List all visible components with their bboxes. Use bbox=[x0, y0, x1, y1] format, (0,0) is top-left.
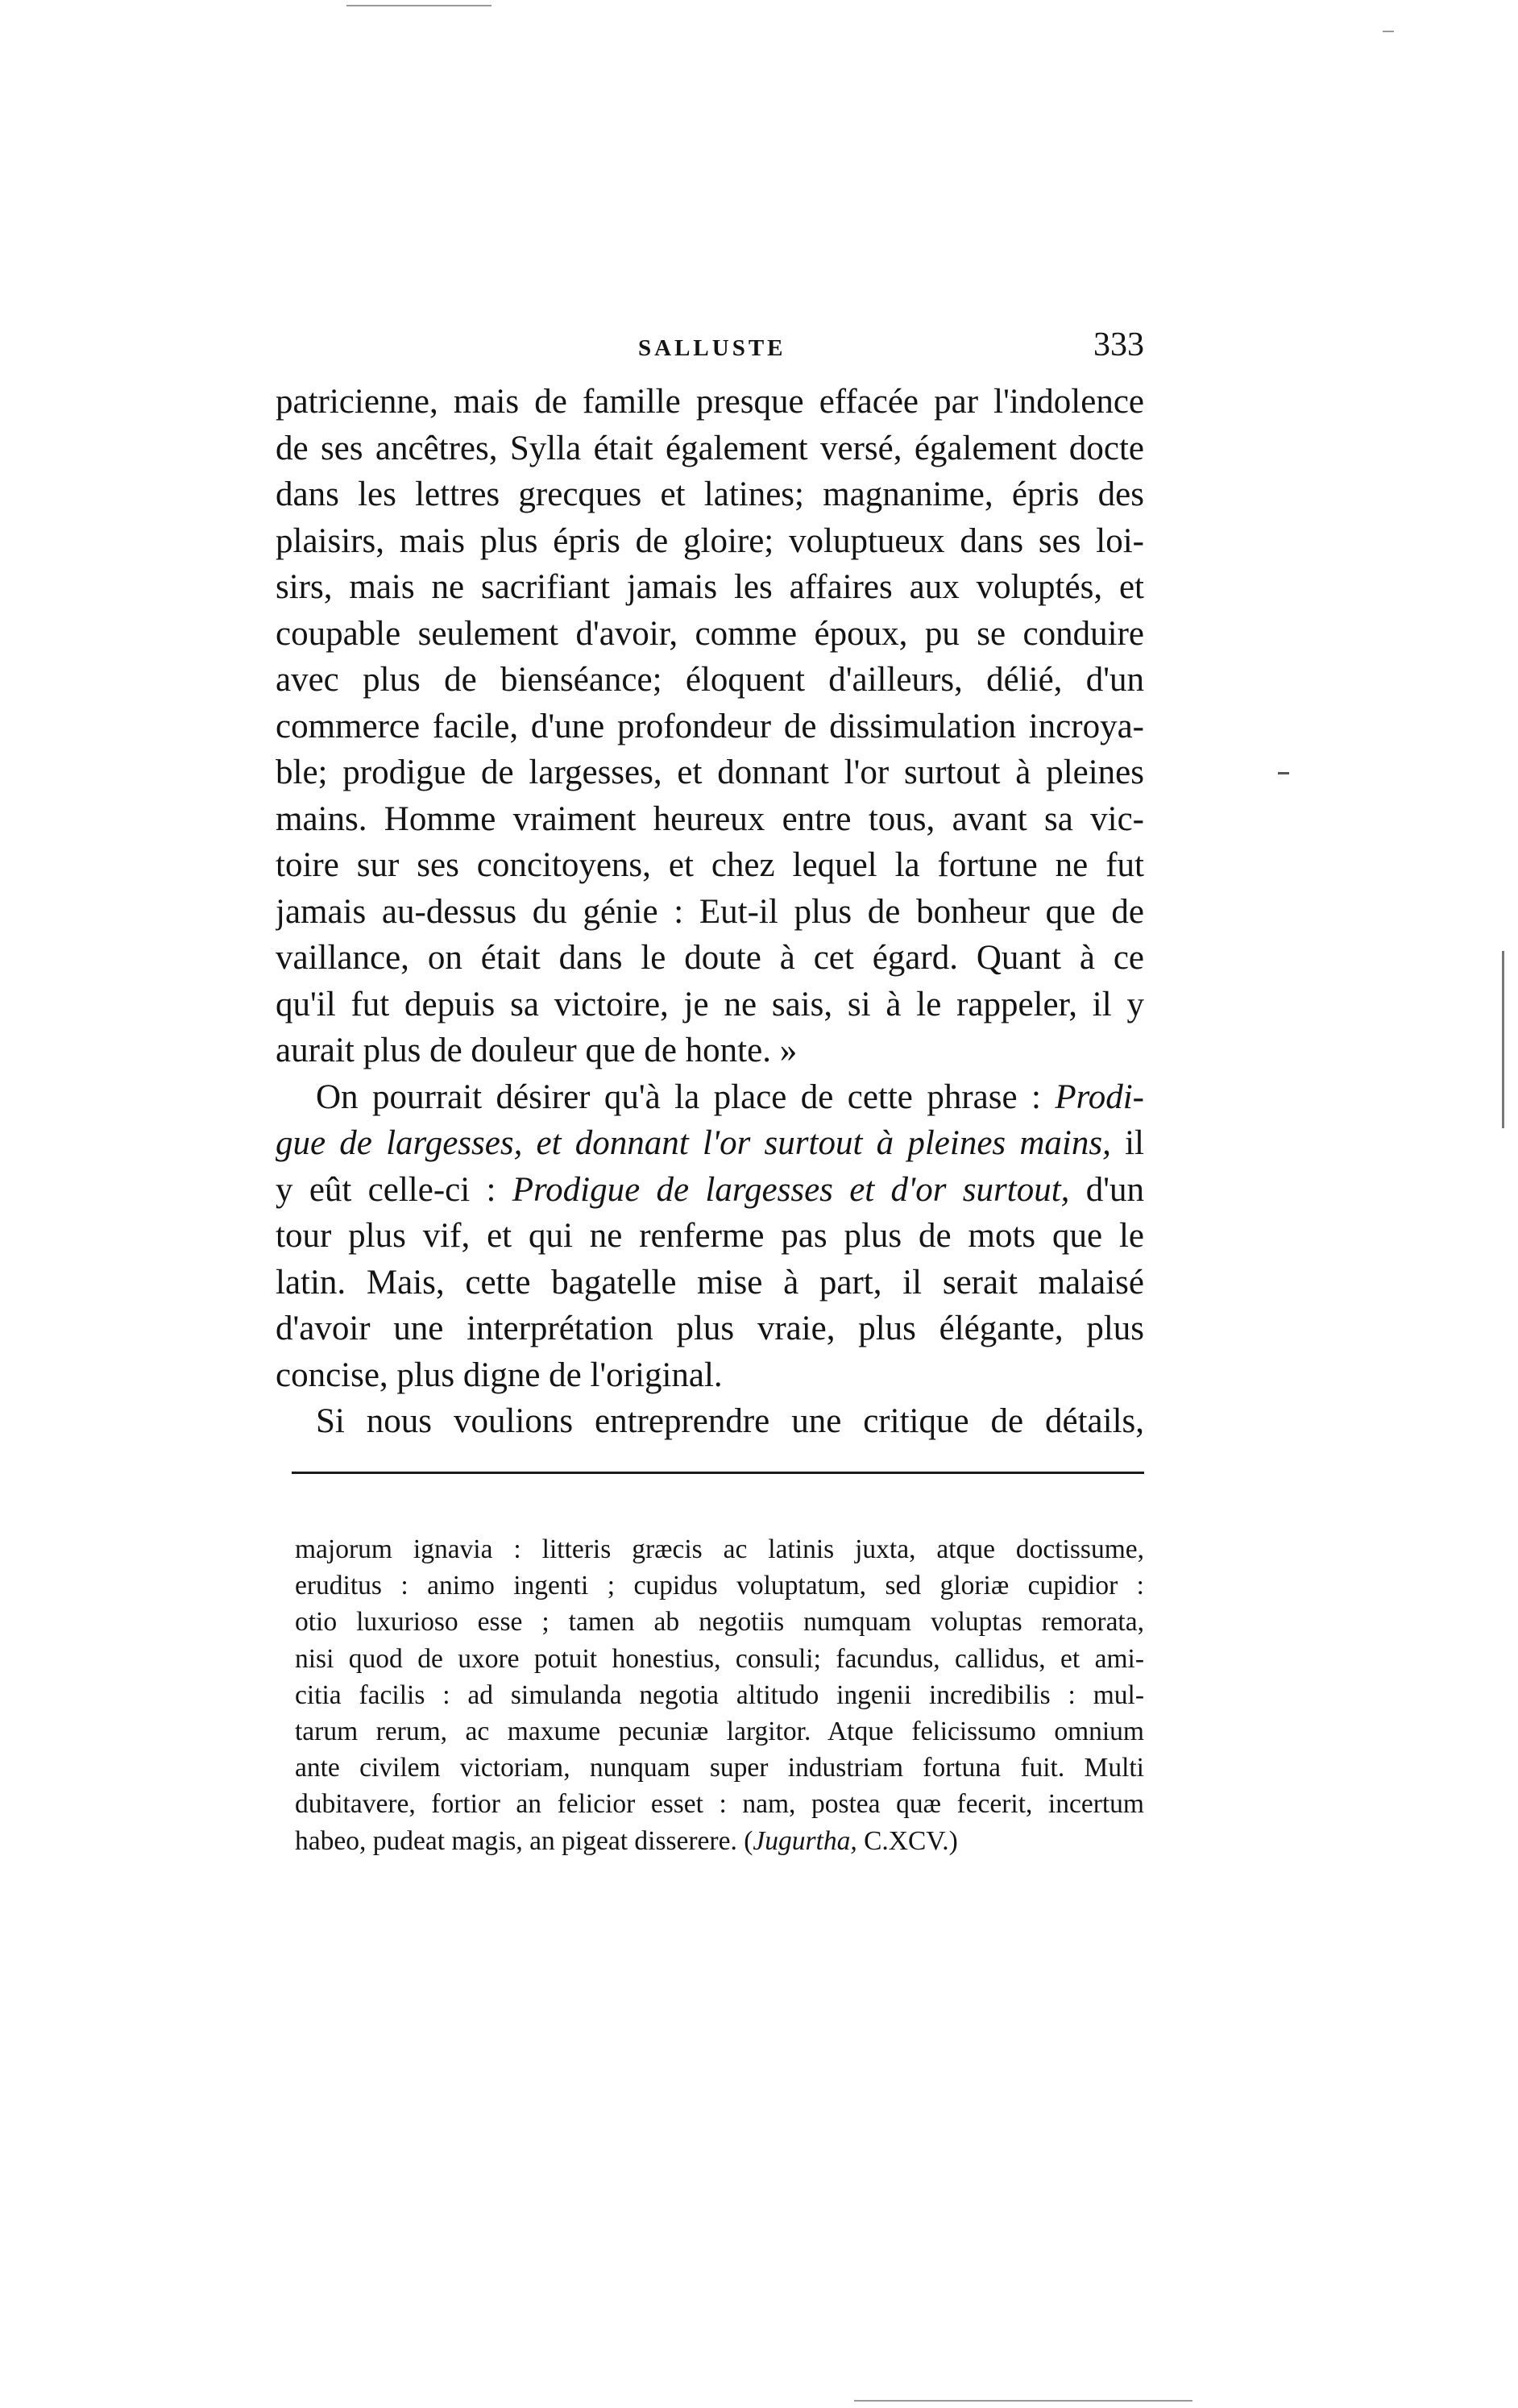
running-title: SALLUSTE bbox=[638, 335, 786, 361]
text-line: concise, plus digne de l'original. bbox=[276, 1356, 723, 1394]
text-span: il bbox=[1110, 1124, 1144, 1162]
text-span: habeo, pudeat magis, an pigeat disserere. ( bbox=[295, 1825, 753, 1856]
text-line: Si nous voulions entreprendre une critique de détails, bbox=[316, 1402, 1144, 1440]
main-text bbox=[276, 379, 1144, 1445]
text-line: latin. Mais, cette bagatelle mise à part, il serait malaisé bbox=[276, 1263, 1144, 1302]
text-line: coupable seulement d'avoir, comme époux, pu se conduire bbox=[276, 614, 1144, 653]
page-number: 333 bbox=[1093, 326, 1144, 363]
italic-span: gue de largesses, et donnant l'or surtout à pleines mains, bbox=[276, 1124, 1111, 1162]
footnote-line bbox=[295, 1823, 1144, 1859]
text-line bbox=[276, 1167, 1144, 1214]
text-line: commerce facile, d'une profondeur de dissimulation incroya- bbox=[276, 707, 1144, 745]
text-span: y eût celle-ci : bbox=[276, 1170, 512, 1209]
text-line: dans les lettres grecques et latines; magnanime, épris des bbox=[276, 475, 1144, 513]
text-span: d'un bbox=[1069, 1170, 1144, 1209]
footnote bbox=[295, 1531, 1144, 1859]
text-line: toire sur ses concitoyens, et chez lequel la fortune ne fut bbox=[276, 846, 1144, 884]
footnote-line: majorum ignavia : litteris græcis ac latinis juxta, atque doctissume, bbox=[295, 1534, 1144, 1564]
text-line: tour plus vif, et qui ne renferme pas plus de mots que le bbox=[276, 1217, 1144, 1255]
text-line: ble; prodigue de largesses, et donnant l'or surtout à pleines bbox=[276, 754, 1144, 791]
text-line: vaillance, on était dans le doute à cet égard. Quant à ce bbox=[276, 939, 1144, 977]
footnote-line: eruditus : animo ingenti ; cupidus voluptatum, sed gloriæ cupidior : bbox=[295, 1571, 1144, 1601]
footnote-line: nisi quod de uxore potuit honestius, consuli; facundus, callidus, et ami- bbox=[295, 1643, 1144, 1674]
scan-mark-bottom bbox=[854, 2400, 1192, 2402]
text-line: avec plus de bienséance; éloquent d'ailleurs, délié, d'un bbox=[276, 661, 1144, 699]
text-line: de ses ancêtres, Sylla était également versé, également docte bbox=[276, 429, 1144, 467]
text-line: qu'il fut depuis sa victoire, je ne sais, si à le rappeler, il y bbox=[276, 985, 1144, 1023]
italic-span: Prodi- bbox=[1055, 1077, 1144, 1116]
text-line: jamais au-dessus du génie : Eut-il plus de bonheur que de bbox=[276, 892, 1144, 931]
scan-mark-margin-dash bbox=[1278, 772, 1289, 774]
text-line: aurait plus de douleur que de honte. » bbox=[276, 1032, 798, 1069]
scan-mark-right-edge bbox=[1502, 951, 1504, 1128]
footnote-line: tarum rerum, ac maxume pecuniæ largitor. Atque felicissumo omnium bbox=[295, 1716, 1144, 1746]
footnote-line: citia facilis : ad simulanda negotia altitudo ingenii incredibilis : mul- bbox=[295, 1679, 1144, 1710]
italic-span: Jugurtha, bbox=[753, 1825, 857, 1856]
text-line: plaisirs, mais plus épris de gloire; voluptueux dans ses loi- bbox=[276, 521, 1144, 560]
footnote-line: dubitavere, fortior an felicior esset : nam, postea quæ fecerit, incertum bbox=[295, 1789, 1144, 1820]
italic-span: Prodigue de largesses et d'or surtout, bbox=[512, 1170, 1070, 1209]
text-line: patricienne, mais de famille presque effacée par l'indolence bbox=[276, 383, 1144, 421]
footnote-line: otio luxurioso esse ; tamen ab negotiis numquam voluptas remorata, bbox=[295, 1607, 1144, 1638]
scan-mark-top bbox=[346, 5, 491, 6]
text-line: mains. Homme vraiment heureux entre tous, avant sa vic- bbox=[276, 799, 1144, 838]
text-span: On pourrait désirer qu'à la place de cette phrase : bbox=[316, 1077, 1056, 1116]
footnote-rule bbox=[292, 1472, 1144, 1474]
running-head bbox=[274, 326, 1144, 374]
footnote-line: ante civilem victoriam, nunquam super industriam fortuna fuit. Multi bbox=[295, 1753, 1144, 1783]
scan-mark-top-right bbox=[1383, 31, 1394, 32]
text-line bbox=[276, 1074, 1144, 1121]
text-span: C.XCV.) bbox=[856, 1825, 958, 1856]
text-line bbox=[276, 1120, 1144, 1167]
text-line: d'avoir une interprétation plus vraie, plus élégante, plus bbox=[276, 1310, 1144, 1347]
text-line: sirs, mais ne sacrifiant jamais les affaires aux voluptés, et bbox=[276, 568, 1144, 606]
